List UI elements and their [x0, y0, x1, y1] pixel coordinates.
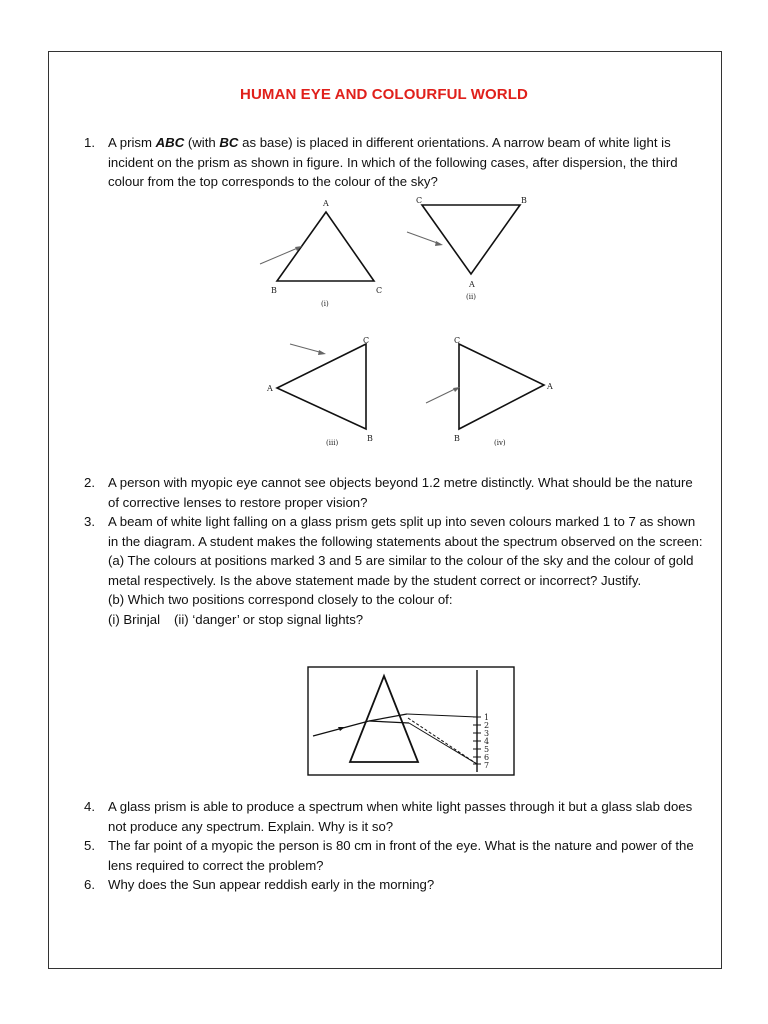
question-1 [84, 133, 704, 192]
vertex-label: B [271, 286, 277, 295]
vertex-label: A [323, 199, 329, 208]
question-text: A person with myopic eye cannot see objects beyond 1.2 metre distinctly. What should be the nature of corrective lenses to restore proper vision? [108, 475, 693, 510]
prism-i [260, 199, 382, 308]
question-number: 6. [84, 877, 95, 892]
spectrum-mark: 7 [484, 761, 490, 770]
question-number: 1. [84, 135, 95, 150]
figure-caption: (iii) [326, 439, 339, 447]
vertex-label: A [267, 384, 273, 393]
question-2 [84, 473, 704, 512]
glass-prism [350, 676, 418, 762]
question-6 [84, 875, 704, 895]
vertex-label: B [521, 196, 527, 205]
question-text: The far point of a myopic the person is 80 cm in front of the eye. What is the nature and power of the lens required to correct the problem? [108, 838, 694, 873]
spectrum-mark: 4 [484, 737, 490, 746]
spectrum-mark: 1 [484, 713, 490, 722]
question-text: A beam of white light falling on a glass prism gets split up into seven colours marked 1 to 7 as shown in the diagram. A student makes the following statements about the spectrum observed on the screen: (a) The colours at positions marked 3 and 5 are similar to the colour of the sky and the colour of gold metal respectively. Is the above statement made by the student correct or incorrect? Justify. (b) Which two positions correspond closely to the colour of: (i) Brinjal (ii) ‘danger’ or stop signal lights? [108, 512, 704, 629]
prism-spectrum-figure [307, 666, 515, 776]
vertex-label: C [416, 196, 423, 205]
sub-question-b-parts: (i) Brinjal (ii) ‘danger’ or stop signal lights? [108, 611, 364, 627]
vertex-label: C [363, 336, 370, 345]
spectrum-mark: 2 [484, 721, 490, 730]
vertex-label: C [376, 286, 383, 295]
prism-iii [266, 336, 373, 447]
vertex-label: C [454, 336, 461, 345]
question-5 [84, 836, 704, 875]
vertex-label: A [469, 280, 475, 289]
prism-ii [407, 196, 527, 301]
question-number: 3. [84, 514, 95, 529]
prism-iv [426, 336, 553, 447]
vertex-label: B [367, 434, 373, 443]
prism-orientations-figure [250, 192, 560, 454]
vertex-label: B [454, 434, 460, 443]
question-text: Why does the Sun appear reddish early in the morning? [108, 877, 435, 892]
page-title: HUMAN EYE AND COLOURFUL WORLD [240, 86, 528, 103]
sub-question-a: (a) The colours at positions marked 3 and 5 are similar to the colour of the sky and the colour of gold metal respectively. Is the above statement made by the student correct or incorrect? Justify. [108, 553, 694, 588]
question-number: 2. [84, 475, 95, 490]
vertex-label: A [547, 382, 553, 391]
question-3 [84, 512, 704, 629]
question-text: A prism ABC (with BC as base) is placed in different orientations. A narrow beam of white light is incident on the prism as shown in figure. In which of the following cases, after dispersion, the third colour from the top corresponds to the colour of the sky? [108, 135, 678, 189]
question-number: 5. [84, 838, 95, 853]
sub-question-b: (b) Which two positions correspond closely to the colour of: [108, 592, 453, 607]
spectrum-mark: 5 [484, 745, 490, 754]
question-text: A glass prism is able to produce a spectrum when white light passes through it but a glass slab does not produce any spectrum. Explain. Why is it so? [108, 799, 693, 834]
figure-caption: (iv) [494, 439, 506, 447]
question-number: 4. [84, 799, 95, 814]
spectrum-mark: 6 [484, 753, 490, 762]
spectrum-mark: 3 [484, 729, 490, 738]
question-4 [84, 797, 704, 836]
figure-caption: (i) [321, 300, 329, 308]
figure-caption: (ii) [466, 293, 476, 301]
